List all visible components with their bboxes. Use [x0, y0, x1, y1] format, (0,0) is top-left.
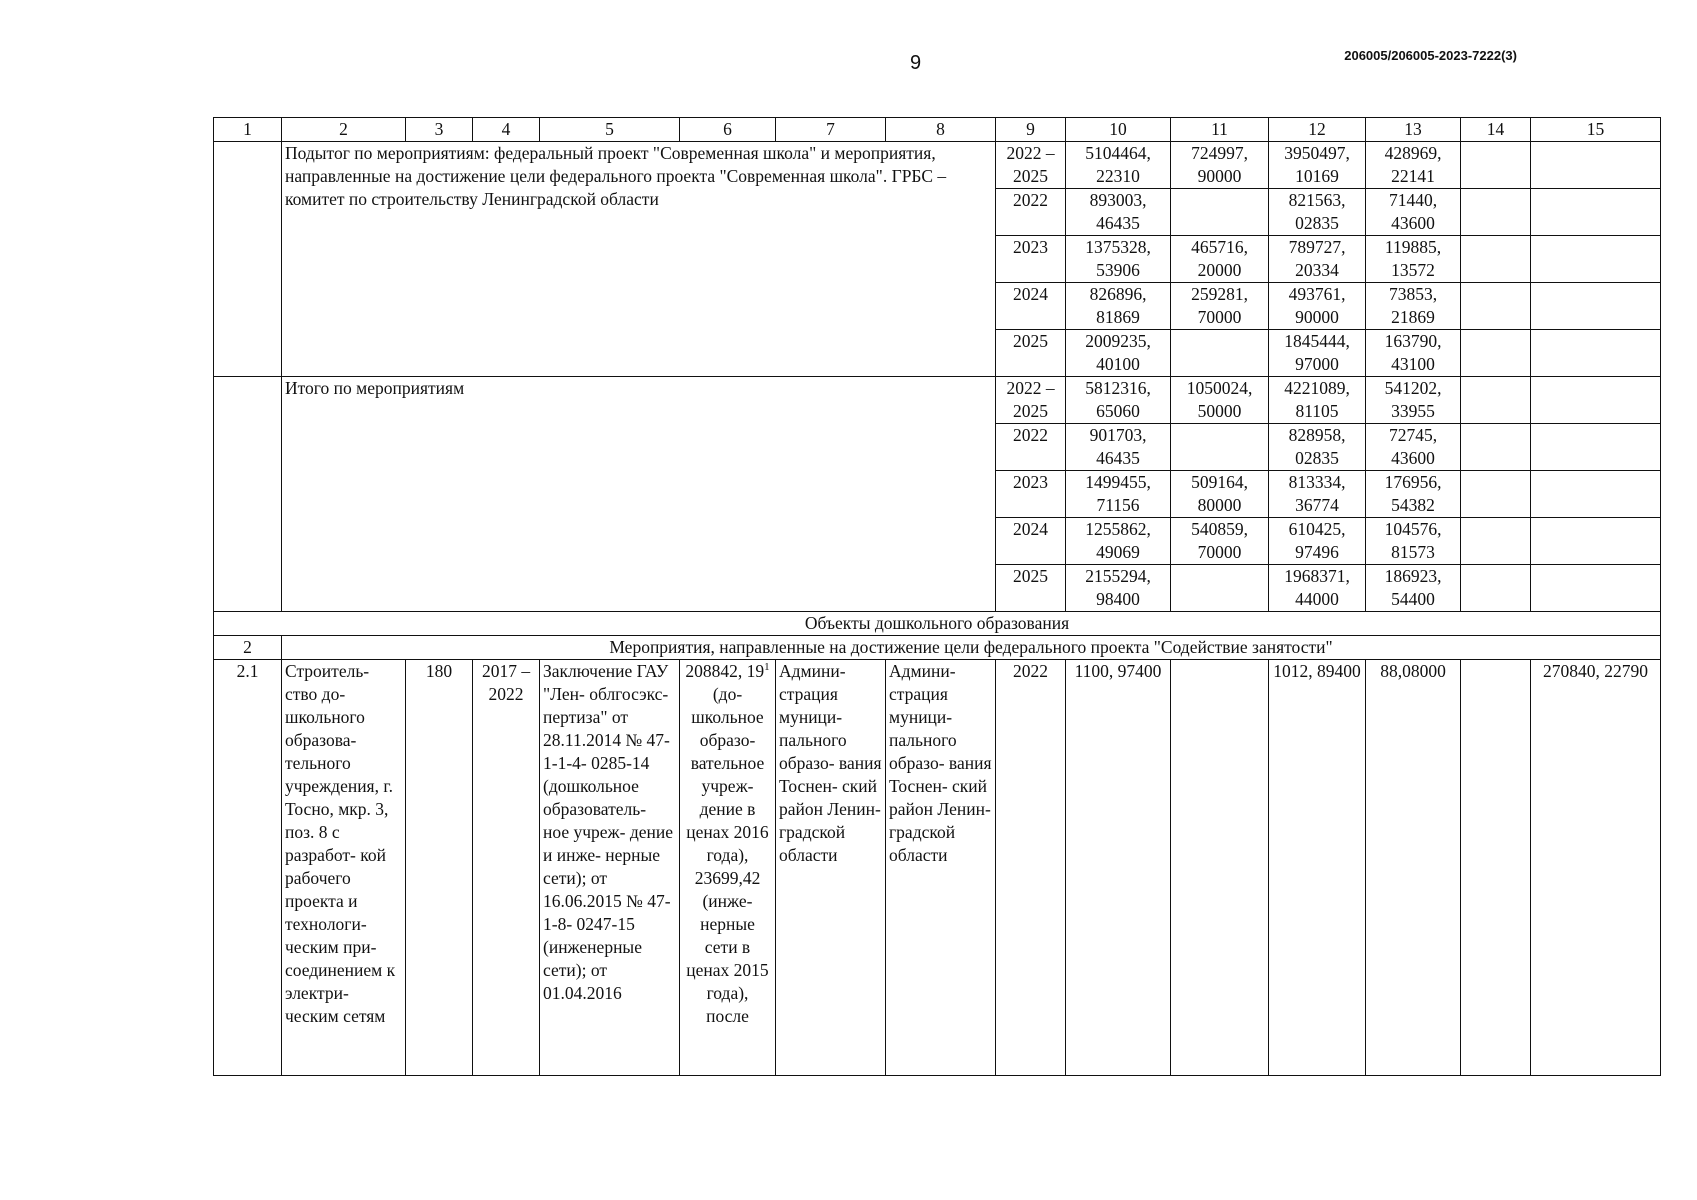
- total-c12: 828958, 02835: [1269, 424, 1366, 471]
- subtotal-year: 2022: [996, 189, 1066, 236]
- subtotal-num-cell: [214, 142, 282, 377]
- total-c10: 1255862, 49069: [1066, 518, 1171, 565]
- column-number-row: [214, 118, 1661, 142]
- total-c13: 176956, 54382: [1366, 471, 1461, 518]
- col-number-10: 10: [1066, 118, 1171, 142]
- total-c13: 541202, 33955: [1366, 377, 1461, 424]
- total-c12: 813334, 36774: [1269, 471, 1366, 518]
- subtotal-c11: [1171, 189, 1269, 236]
- total-c15: [1531, 471, 1661, 518]
- total-row: [214, 377, 1661, 424]
- subtotal-c10: 893003, 46435: [1066, 189, 1171, 236]
- total-c14: [1461, 518, 1531, 565]
- total-c11: [1171, 424, 1269, 471]
- total-c14: [1461, 565, 1531, 612]
- subtotal-c10: 826896, 81869: [1066, 283, 1171, 330]
- item-cost-value: 208842, 19: [685, 661, 765, 681]
- total-c10: 5812316, 65060: [1066, 377, 1171, 424]
- col-number-6: 6: [680, 118, 776, 142]
- subtotal-c12: 3950497, 10169: [1269, 142, 1366, 189]
- total-c11: [1171, 565, 1269, 612]
- item-customer: Админи- страция муници- пального образо- вания Тоснен- ский район Ленин- градской области: [776, 660, 886, 1076]
- subtotal-label: Подытог по мероприятиям: федеральный проект "Современная школа" и мероприятия, направленные на достижение цели федерального проекта "Современная школа". ГРБС – комитет по строительству Ленинградской области: [282, 142, 996, 377]
- subtotal-year: 2023: [996, 236, 1066, 283]
- subtotal-c13: 428969, 22141: [1366, 142, 1461, 189]
- total-c12: 1968371, 44000: [1269, 565, 1366, 612]
- subtotal-c14: [1461, 236, 1531, 283]
- subtotal-c15: [1531, 330, 1661, 377]
- subtotal-c14: [1461, 330, 1531, 377]
- total-c15: [1531, 424, 1661, 471]
- item-c12: 1012, 89400: [1269, 660, 1366, 1076]
- col-number-4: 4: [473, 118, 540, 142]
- col-number-14: 14: [1461, 118, 1531, 142]
- total-c11: 540859, 70000: [1171, 518, 1269, 565]
- col-number-15: 15: [1531, 118, 1661, 142]
- total-year: 2022 – 2025: [996, 377, 1066, 424]
- col-number-12: 12: [1269, 118, 1366, 142]
- item-cost-footnote: 1: [764, 661, 770, 674]
- subtotal-c10: 2009235, 40100: [1066, 330, 1171, 377]
- item-year: 2022: [996, 660, 1066, 1076]
- subtotal-c13: 71440, 43600: [1366, 189, 1461, 236]
- total-c10: 2155294, 98400: [1066, 565, 1171, 612]
- total-c15: [1531, 518, 1661, 565]
- subtotal-row: [214, 142, 1661, 189]
- subtotal-c14: [1461, 142, 1531, 189]
- total-c15: [1531, 565, 1661, 612]
- total-year: 2022: [996, 424, 1066, 471]
- total-label: Итого по мероприятиям: [282, 377, 996, 612]
- total-c14: [1461, 377, 1531, 424]
- item-c11: [1171, 660, 1269, 1076]
- total-c13: 104576, 81573: [1366, 518, 1461, 565]
- item-capacity: 180: [406, 660, 473, 1076]
- subtotal-year: 2024: [996, 283, 1066, 330]
- item-c14: [1461, 660, 1531, 1076]
- item-expertise: Заключение ГАУ "Лен- облгосэкс- пертиза" от 28.11.2014 № 47-1-1-4- 0285-14 (дошкольное образователь- ное учреж- дение и инже- нерные сети); от 16.06.2015 № 47-1-8- 0247-15 (инженерные сети); от 01.04.2016: [540, 660, 680, 1076]
- program-table: [213, 117, 1661, 1076]
- subtotal-c12: 493761, 90000: [1269, 283, 1366, 330]
- total-c11: 509164, 80000: [1171, 471, 1269, 518]
- total-c14: [1461, 471, 1531, 518]
- subtotal-c15: [1531, 283, 1661, 330]
- total-c11: 1050024, 50000: [1171, 377, 1269, 424]
- subtotal-c14: [1461, 283, 1531, 330]
- section-title: Объекты дошкольного образования: [214, 612, 1661, 636]
- subtotal-c13: 73853, 21869: [1366, 283, 1461, 330]
- subtotal-c12: 789727, 20334: [1269, 236, 1366, 283]
- item-cost-note: (до- школьное образо- вательное учреж- дение в ценах 2016 года), 23699,42 (инже- нерные сети в ценах 2015 года), после: [686, 684, 769, 1026]
- total-num-cell: [214, 377, 282, 612]
- group-title: Мероприятия, направленные на достижение цели федерального проекта "Содействие занятости": [282, 636, 1661, 660]
- col-number-5: 5: [540, 118, 680, 142]
- subtotal-c10: 1375328, 53906: [1066, 236, 1171, 283]
- col-number-8: 8: [886, 118, 996, 142]
- col-number-2: 2: [282, 118, 406, 142]
- total-c15: [1531, 377, 1661, 424]
- col-number-13: 13: [1366, 118, 1461, 142]
- item-c10: 1100, 97400: [1066, 660, 1171, 1076]
- subtotal-c15: [1531, 142, 1661, 189]
- document-id: 206005/206005-2023-7222(3): [1344, 48, 1517, 63]
- subtotal-c13: 119885, 13572: [1366, 236, 1461, 283]
- item-number: 2.1: [214, 660, 282, 1076]
- item-row: [214, 660, 1661, 1076]
- col-number-7: 7: [776, 118, 886, 142]
- col-number-1: 1: [214, 118, 282, 142]
- total-year: 2025: [996, 565, 1066, 612]
- total-c10: 1499455, 71156: [1066, 471, 1171, 518]
- col-number-9: 9: [996, 118, 1066, 142]
- subtotal-c11: 259281, 70000: [1171, 283, 1269, 330]
- total-c12: 610425, 97496: [1269, 518, 1366, 565]
- subtotal-c11: [1171, 330, 1269, 377]
- item-cost: [680, 660, 776, 1076]
- subtotal-c15: [1531, 236, 1661, 283]
- group-number: 2: [214, 636, 282, 660]
- subtotal-year: 2025: [996, 330, 1066, 377]
- total-year: 2024: [996, 518, 1066, 565]
- col-number-3: 3: [406, 118, 473, 142]
- group-row: [214, 636, 1661, 660]
- subtotal-c15: [1531, 189, 1661, 236]
- subtotal-c14: [1461, 189, 1531, 236]
- page-number: 9: [910, 52, 922, 74]
- col-number-11: 11: [1171, 118, 1269, 142]
- total-year: 2023: [996, 471, 1066, 518]
- subtotal-year: 2022 – 2025: [996, 142, 1066, 189]
- total-c13: 186923, 54400: [1366, 565, 1461, 612]
- item-period: 2017 – 2022: [473, 660, 540, 1076]
- total-c12: 4221089, 81105: [1269, 377, 1366, 424]
- item-developer: Админи- страция муници- пального образо- вания Тоснен- ский район Ленин- градской области: [886, 660, 996, 1076]
- item-c13: 88,08000: [1366, 660, 1461, 1076]
- subtotal-c11: 465716, 20000: [1171, 236, 1269, 283]
- total-c13: 72745, 43600: [1366, 424, 1461, 471]
- subtotal-c12: 1845444, 97000: [1269, 330, 1366, 377]
- subtotal-c11: 724997, 90000: [1171, 142, 1269, 189]
- total-c10: 901703, 46435: [1066, 424, 1171, 471]
- total-c14: [1461, 424, 1531, 471]
- item-name: Строитель- ство до- школьного образова- тельного учреждения, г. Тосно, мкр. 3, поз. 8 с разработ- кой рабочего проекта и технологи- ческим при- соединением к электри- ческим сетям: [282, 660, 406, 1076]
- subtotal-c10: 5104464, 22310: [1066, 142, 1171, 189]
- section-row: [214, 612, 1661, 636]
- item-c15: 270840, 22790: [1531, 660, 1661, 1076]
- subtotal-c12: 821563, 02835: [1269, 189, 1366, 236]
- subtotal-c13: 163790, 43100: [1366, 330, 1461, 377]
